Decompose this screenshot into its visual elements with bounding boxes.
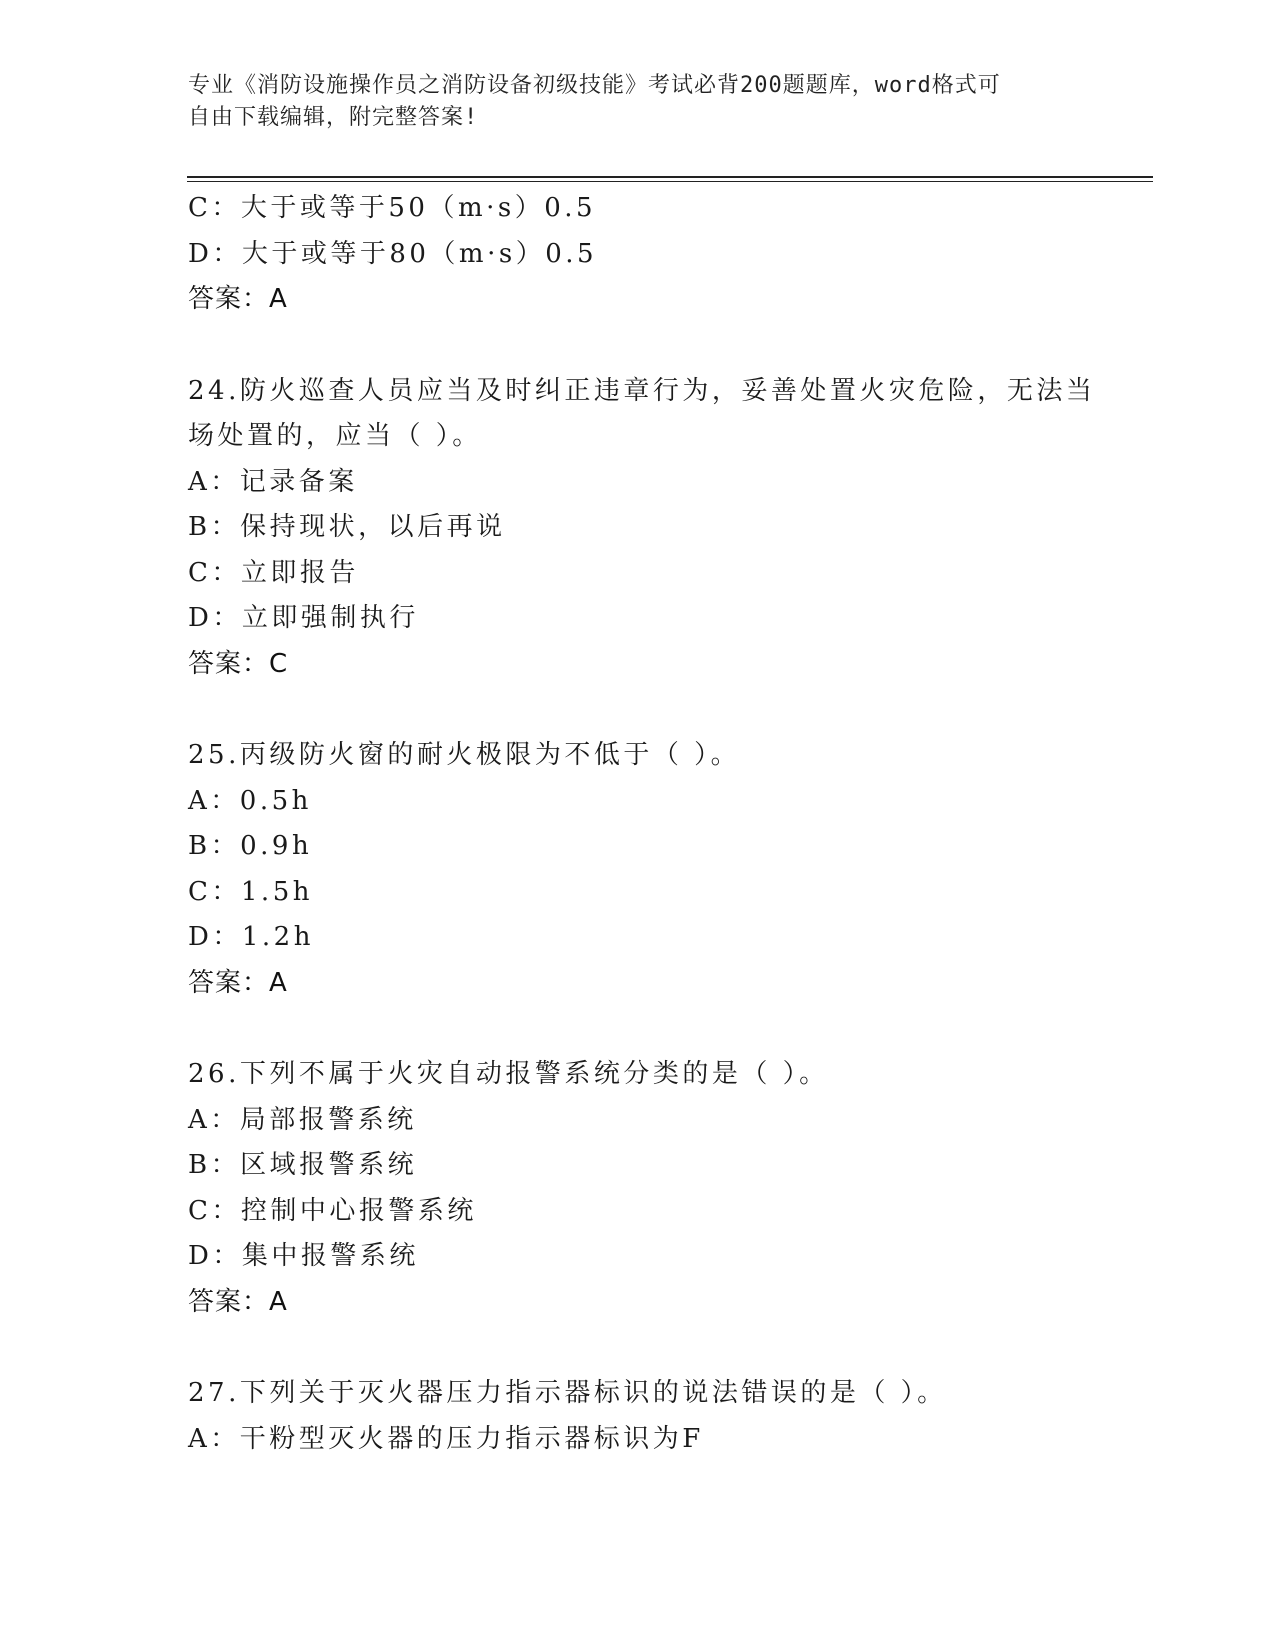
question-27 xyxy=(188,1371,1118,1462)
question-23 xyxy=(188,186,1118,323)
option-a: A：局部报警系统 xyxy=(188,1104,417,1135)
question-stem: 26.下列不属于火灾自动报警系统分类的是（ ）。 xyxy=(188,1059,829,1089)
option-c: C：立即报告 xyxy=(188,557,359,588)
question-24 xyxy=(188,369,1118,688)
option-b: B：保持现状，以后再说 xyxy=(188,512,506,542)
option-a: A：记录备案 xyxy=(188,466,358,497)
answer-line: 答案：A xyxy=(188,284,288,314)
document-body xyxy=(188,186,1118,1462)
header-title-line-1: 专业《消防设施操作员之消防设备初级技能》考试必背200题题库，word格式可 xyxy=(188,73,1001,98)
option-c: C：1.5h xyxy=(188,876,313,907)
answer-line: 答案：C xyxy=(188,648,289,679)
spacer xyxy=(188,1325,1118,1371)
header-divider-thin xyxy=(187,181,1153,182)
option-b: B：区域报警系统 xyxy=(188,1150,418,1180)
option-c: C：大于或等于50（m·s）0.5 xyxy=(188,193,597,223)
option-d: D：大于或等于80（m·s）0.5 xyxy=(188,238,598,269)
document-header xyxy=(188,70,1088,134)
answer-line: 答案：A xyxy=(188,1286,288,1317)
option-c: C：控制中心报警系统 xyxy=(188,1195,477,1226)
option-b: B：0.9h xyxy=(188,831,313,861)
spacer xyxy=(188,1006,1118,1052)
option-d: D：立即强制执行 xyxy=(188,603,419,633)
question-stem: 24.防火巡查人员应当及时纠正违章行为，妥善处置火灾危险，无法当 xyxy=(188,375,1096,406)
option-d: D：集中报警系统 xyxy=(188,1241,419,1271)
spacer xyxy=(188,687,1118,733)
answer-line: 答案：A xyxy=(188,967,288,998)
question-26 xyxy=(188,1052,1118,1325)
option-a: A：0.5h xyxy=(188,785,312,816)
option-a: A：干粉型灭火器的压力指示器标识为F xyxy=(188,1423,704,1454)
spacer xyxy=(188,323,1118,369)
option-d: D：1.2h xyxy=(188,922,314,952)
question-stem-continued: 场处置的，应当（ ）。 xyxy=(188,421,482,451)
question-stem: 27.下列关于灭火器压力指示器标识的说法错误的是（ ）。 xyxy=(188,1378,947,1408)
question-25 xyxy=(188,733,1118,1006)
header-divider-thick xyxy=(187,176,1153,178)
header-title-line-2: 自由下载编辑，附完整答案! xyxy=(188,105,479,130)
question-stem: 25.丙级防火窗的耐火极限为不低于（ ）。 xyxy=(188,740,741,770)
